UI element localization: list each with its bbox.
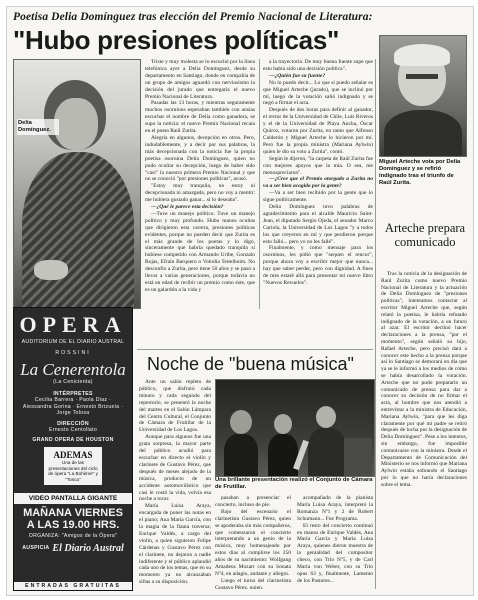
main-article-col1 — [145, 59, 255, 309]
ad-extra-box — [44, 447, 102, 485]
photo-delia — [13, 59, 141, 309]
ad-director: Ernesto Centollato — [48, 427, 98, 433]
ad-show-subtitle: (La Cenicienta) — [53, 379, 93, 385]
paragraph: Delia Domínguez tuvo palabras de agradecimiento para el alcalde Mauricio Saint-Jean, el diputado Sergio Ojeda, el senador Marco Cariola, la Universidad de Los Lagos "y a todos los que creyeron en mí y que perdieron porque esto falló... pero yo no les fallé". — [263, 204, 373, 245]
photo-delia-caption: Delia Domínguez. — [17, 119, 59, 135]
ad-screen: VIDEO PANTALLA GIGANTE — [14, 493, 132, 504]
newspaper-page — [6, 6, 474, 596]
paragraph: —Va a ser bien recibido por la gente que lo sigue políticamente. — [263, 190, 373, 204]
question: —¿Qué le parece esta decisión? — [151, 204, 224, 211]
main-article-col2 — [263, 59, 373, 309]
ad-composer: ROSSINI — [55, 349, 91, 356]
paragraph: a la trayectoria. De muy buena fuente supe que esto había sido una decisión política". — [263, 59, 373, 72]
paragraph: "Estoy muy tranquila, no estoy ni decepcionada ni amargada, pero no voy a mentir: me hubiera gustado ganar... si lo deseaba". — [145, 183, 255, 204]
paragraph: María Luisa Araya, encargada de poner las notas en el piano; Ana María García, con la magia de la flauta traversa; Enrique Valdés, a cargo del violín, a quien siguieron Felipe Cárdenas y Gustavo Pérez con el clarinete, no dejaron a nadie indiferente y el público aplaudió cada uno de los temas, que en su momento ya no alcanzaban sillas a su disposición. — [139, 503, 211, 586]
question: —¿Cree que el Premio otorgado a Zurita no va a ser bien acogido por la gente? — [263, 176, 373, 190]
ad-footer: ENTRADAS GRATUITAS — [14, 582, 132, 591]
main-headline: "Hubo presiones políticas" — [13, 25, 340, 55]
ad-performers-label: INTÉRPRETES — [53, 390, 93, 397]
sidebar-title: Arteche prepara comunicado — [384, 221, 466, 249]
concert-col1 — [139, 379, 211, 589]
ad-direction-label: DIRECCIÓN — [57, 420, 89, 427]
question: —¿Quién fue su fuente? — [269, 72, 326, 79]
paragraph: Finalmente, y como mensaje para los osorninos, les pidió que "sequen el rencor", porque ahora voy a escribir mejor que nunca... hay que saber perder, pero con dignidad. A fines de mes estaré allá para presentar mi nuevo libro "Nuevos Revuelos". — [263, 245, 373, 286]
paragraph: Bajo del escenario el clarinetista Gustavo Pérez, quien se apoderaba sin más compañeros, que comenzaron el concierto interpretando a un genio de la música, muy homenajeado por estos días al cumplirse los 250 años de su nacimiento: Wolfgang Amadeus Mozart con su Sonata Nº4, en adagio, andante y allegro. — [215, 508, 291, 577]
ad-venue: AUDITORIUM DE EL DIARIO AUSTRAL — [21, 339, 125, 345]
ad-extra-title: ADEMAS — [53, 450, 93, 460]
paragraph: Según le dijeron, "la carpeta de Raúl Zurita fue con mejores apoyos que la mía. O sea, me menospreciaron". — [263, 155, 373, 176]
kicker: Poetisa Delia Domínguez tras elección del Premio Nacional de Literatura: — [13, 11, 373, 23]
sidebar-body: Tras la noticia de la designación de Raúl Zurita como nuevo Premio Nacional de Literatura y la actuación de Delia Domínguez de "presiones políticas", intentamos contactar al escritor Miguel Arteche que, según relató la poetisa, le habría refutado indignado de la votación, a un futuro al azar. El escritor declinó hacer declaraciones a la prensa, "por el momento", según señaló su hijo, Rafael Arteche, pero precisó dará a conocer este hecho a la prensa porque así lo Santiago se demorará en día que ya se le informó a los medios de cómo se había desarrollado la votación. Arteche que no pudo prepararlo un comunicado de prensa para dar a conocer su decisión de no firmar el acta, al hombre que nos atendió a entrevistar a la ministra de Educación, Mariana Aylwin, "para que les diga claramente por qué mi padre se retiró después de lucha por la designación de Delia Domínguez". Pese a los intentos, sin embargo, fue imposible comunicarse con la ministra. Desde el Departamento de Comunicación del Ministerio se nos informó que Mariana Aylwin estaba sobrando el Santiago por lo que no haría declaraciones sobre el tema. — [381, 271, 467, 488]
concert-col3 — [297, 495, 373, 589]
paragraph: Luego el turno del clarinetista Gustavo Pérez, quien, — [215, 577, 291, 589]
photo-concert-caption: Una brillante presentación realizó el Conjunto de Cámara de Frutillar. — [215, 477, 373, 490]
paragraph: Después de dos horas para definir al ganador, el rector de la Universidad de Chile, Luis Riveros y el de la Universidad de Playa Ancha, Óscar Quiroz, votaron por Zurita, en tanto que Alfonso Calderón y Miguel Arteche lo hicieron por mí. Pero fue la propia ministra (Mariana Aylwin) quien le dio su voto a Zurita", contó. — [263, 107, 373, 155]
paragraph: Ante un salón repleto de público, que disfrutó cada minuto y cada segundo del repertorio, se presentó la noche del martes en el Salón Lámpara del Centro Cultural, el Conjunto de Cámara de Frutillar de la Universidad de Los Lagos. — [139, 379, 211, 434]
paragraph: No lo puedo decir... Lo que sí puedo señalar es que Miguel Arteche (jurado), que se inclinó por mí, luego de la votación salió indignado y se negó a firmar el acta. — [263, 79, 373, 107]
paragraph: Aunque para algunos fue una grata sorpresa, la mayor parte del público acudió para escuchar en directo el violín y clarinete de Gustavo Pérez, que después de meses alejado de la música, producto de un accidente automovilístico que casi le costó la vida, volvía esa noche a tocar. — [139, 434, 211, 503]
photo-arteche — [379, 35, 467, 157]
ad-show-title: La Cenerentola — [20, 360, 126, 379]
ad-sponsor: El Diario Austral — [52, 542, 124, 554]
photo-concert — [215, 379, 375, 477]
concert-col2 — [215, 495, 291, 589]
ad-company: GRAND OPERA DE HOUSTON — [32, 436, 114, 443]
ad-organizer: ORGANIZA: "Amigos de la Ópera" — [28, 533, 118, 540]
paragraph: —Tuve un manejo político. Tuve un manejo político y muy profundo. Hubo manos ocultas que dirigieron esta carrera, presiones políticas evidentes, porque no pueden decir que Zurita es el más grande de los poetas y lo digo, sinceramente que habría quedado tranquila si hubiese competido con Armando Uribe, Gonzalo Rojas, Efraín Barquero o Volodia Teitelboim. No desconfío a Zurita, pero tiene 50 años y se pasó a llevar a varias generaciones, porque todavía no está en edad de recibir un premio como éste, que es un galardón a la vida y — [145, 210, 255, 293]
ad-opera-title: OPERA — [19, 312, 127, 337]
paragraph: Pasadas las 13 horas, y mientras seguramente muchos osorninos esperaban también con ansias escuchar el nombre de Delia como ganadora, se supo la noticia: el nuevo Premio Nacional recaía en el poeta Raúl Zurita. — [145, 100, 255, 135]
ad-performers: Cecilia Barrera · Paola Diaz · Alessandra Gorina · Ernesto Brizuela · Jorge Tolosa — [22, 397, 124, 416]
ad-sponsor-label: AUSPICIA — [22, 545, 50, 552]
concert-headline: Noche de "buena música" — [147, 354, 354, 374]
photo-arteche-caption: Miguel Arteche vota por Delia Domínguez y se refirió indignado tras el triunfo de Raúl Zurita. — [379, 159, 461, 186]
ad-date: MAÑANA VIERNES A LAS 19.00 HRS. — [23, 507, 123, 532]
paragraph: Triste y muy molesta se lo escuchó por la línea telefónica ayer a Delia Domínguez, desde su departamento en Santiago, donde en compañía de un grupo de amigos aguardó con nerviosismo la decisión del jurado que entregaría el nuevo Premio Nacional de Literatura. — [145, 59, 255, 100]
ad-extra-text: Una de las presentaciones del ciclo de ópera "La Bohème" y "Tosca" — [48, 460, 98, 482]
paragraph: acompañado de la pianista María Luisa Araya, interpretó la Romanza Nº1 y 2 de Robert Schumann... Fue Programa. — [297, 495, 373, 522]
paragraph: pasaban a presenciar el concierto, incluso de pie. — [215, 495, 291, 508]
paragraph: Alegría en algunos, decepción en otros. Pero, indudablemente, y a decir por sus palabras, la más decepcionada con la noticia fue la propia poetisa osornina Delia Domínguez, quien no pudo ocultar su decepción, luego de haber sido "casi" la nuestra primera Premio Nacional y que no se conoció "por presiones políticas", acusó. — [145, 134, 255, 183]
opera-advertisement — [13, 307, 133, 591]
paragraph: El resto del concierto continuó en manos de Enrique Valdés, Ana María García y María Luisa Araya, quienes dieron muestra de la genialidad del compositor checo, con Trío Nº5, y de Carl Maria von Weber, con su Trío opus 63 y, finalmente, Lamento de los Pastores... — [297, 522, 373, 584]
